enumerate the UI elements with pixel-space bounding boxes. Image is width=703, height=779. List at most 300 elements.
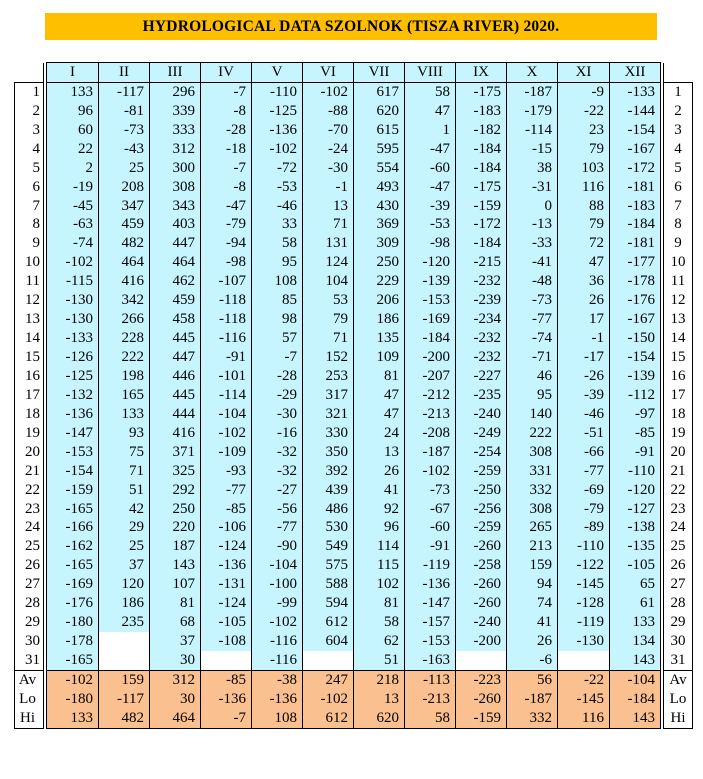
data-cell: 486	[303, 500, 354, 519]
day-label: 24	[15, 519, 44, 538]
data-cell: 493	[354, 178, 405, 197]
data-cell: 2	[47, 159, 99, 178]
stat-cell: 143	[610, 709, 661, 728]
data-cell: 17	[558, 310, 610, 329]
stat-cell: 247	[303, 671, 354, 690]
data-cell: -7	[252, 348, 303, 367]
data-cell: -108	[201, 632, 252, 651]
data-cell: -240	[456, 405, 507, 424]
stat-cell: -213	[405, 690, 456, 709]
data-cell: 133	[47, 82, 99, 101]
data-cell: -77	[558, 462, 610, 481]
table-row	[15, 159, 693, 178]
data-cell: -184	[456, 159, 507, 178]
data-cell: 58	[252, 234, 303, 253]
data-cell: -1	[303, 178, 354, 197]
data-cell: -74	[507, 329, 558, 348]
table-row	[15, 556, 693, 575]
data-cell: 612	[303, 613, 354, 632]
data-cell: -101	[201, 367, 252, 386]
data-cell: 604	[303, 632, 354, 651]
data-cell: -117	[99, 82, 150, 101]
table-row	[15, 291, 693, 310]
day-label: 2	[15, 102, 44, 121]
data-cell: 447	[150, 348, 201, 367]
data-cell: 343	[150, 197, 201, 216]
data-cell: 81	[354, 367, 405, 386]
data-cell: 549	[303, 537, 354, 556]
data-cell: -91	[405, 537, 456, 556]
data-cell: -114	[507, 121, 558, 140]
data-cell: -153	[405, 632, 456, 651]
data-cell: 47	[405, 102, 456, 121]
day-label: 11	[15, 272, 44, 291]
month-header: VII	[354, 63, 405, 83]
data-cell	[99, 651, 150, 670]
data-cell: -184	[610, 216, 661, 235]
data-cell: 26	[558, 291, 610, 310]
day-label: 23	[15, 500, 44, 519]
data-cell: -147	[47, 424, 99, 443]
data-cell: 403	[150, 216, 201, 235]
data-cell: -184	[456, 234, 507, 253]
table-row	[15, 234, 693, 253]
day-label-right: 30	[664, 632, 693, 651]
data-cell: 229	[354, 272, 405, 291]
data-cell: -90	[252, 537, 303, 556]
data-cell: -104	[252, 556, 303, 575]
data-cell: -232	[456, 329, 507, 348]
data-cell: 41	[507, 613, 558, 632]
data-cell: 47	[558, 253, 610, 272]
data-cell: -165	[47, 556, 99, 575]
data-cell: 71	[303, 216, 354, 235]
data-cell: -7	[201, 159, 252, 178]
day-label-right: 19	[664, 424, 693, 443]
data-cell: -260	[456, 537, 507, 556]
data-cell: -102	[303, 82, 354, 101]
day-label: 4	[15, 140, 44, 159]
data-cell: -115	[47, 272, 99, 291]
stat-cell: -223	[456, 671, 507, 690]
data-cell: -125	[47, 367, 99, 386]
stat-cell: -7	[201, 709, 252, 728]
stat-cell: 133	[47, 709, 99, 728]
data-cell: -172	[456, 216, 507, 235]
data-cell: -100	[252, 575, 303, 594]
data-cell: -165	[47, 500, 99, 519]
month-header: IX	[456, 63, 507, 83]
data-cell: 46	[507, 367, 558, 386]
day-label: 8	[15, 216, 44, 235]
stat-cell: 159	[99, 671, 150, 690]
day-label-right: 7	[664, 197, 693, 216]
data-cell: -69	[558, 481, 610, 500]
day-label: 28	[15, 594, 44, 613]
data-cell: -215	[456, 253, 507, 272]
data-cell: -109	[201, 443, 252, 462]
data-cell: 617	[354, 82, 405, 101]
data-cell: -136	[47, 405, 99, 424]
stat-cell: -159	[456, 709, 507, 728]
data-cell: 71	[99, 462, 150, 481]
stat-cell: -260	[456, 690, 507, 709]
data-cell: -79	[558, 500, 610, 519]
data-cell: 120	[99, 575, 150, 594]
data-cell: 62	[354, 632, 405, 651]
data-cell: -138	[610, 519, 661, 538]
data-cell: -73	[99, 121, 150, 140]
data-cell: -94	[201, 234, 252, 253]
month-header: VIII	[405, 63, 456, 83]
table-row	[15, 140, 693, 159]
stat-label: Hi	[15, 709, 44, 728]
data-cell: -178	[47, 632, 99, 651]
data-cell: 53	[303, 291, 354, 310]
data-cell: -31	[507, 178, 558, 197]
data-cell: 445	[150, 386, 201, 405]
data-cell: 186	[354, 310, 405, 329]
data-cell: -260	[456, 575, 507, 594]
day-label-right: 3	[664, 121, 693, 140]
data-cell: -256	[456, 500, 507, 519]
corner-left	[15, 63, 44, 83]
data-cell: -126	[47, 348, 99, 367]
data-cell: -162	[47, 537, 99, 556]
data-cell: 81	[150, 594, 201, 613]
data-cell: 36	[558, 272, 610, 291]
data-cell: -91	[610, 443, 661, 462]
data-cell: -207	[405, 367, 456, 386]
data-cell: 60	[47, 121, 99, 140]
day-label-right: 22	[664, 481, 693, 500]
data-cell: 133	[99, 405, 150, 424]
table-row	[15, 481, 693, 500]
data-cell: 96	[354, 519, 405, 538]
data-cell: -7	[201, 82, 252, 101]
data-cell: -18	[201, 140, 252, 159]
data-cell: -47	[201, 197, 252, 216]
data-cell: 187	[150, 537, 201, 556]
day-label-right: 20	[664, 443, 693, 462]
data-cell: -184	[456, 140, 507, 159]
data-cell: -28	[252, 367, 303, 386]
table-row	[15, 197, 693, 216]
data-cell: -139	[405, 272, 456, 291]
data-cell	[456, 651, 507, 670]
data-cell: -213	[405, 405, 456, 424]
data-cell: 462	[150, 272, 201, 291]
data-cell: 85	[252, 291, 303, 310]
data-cell: 108	[252, 272, 303, 291]
data-cell: -99	[252, 594, 303, 613]
month-header: XI	[558, 63, 610, 83]
data-cell: -77	[201, 481, 252, 500]
data-cell: -114	[201, 386, 252, 405]
data-cell: -240	[456, 613, 507, 632]
table-row	[15, 594, 693, 613]
data-cell: 595	[354, 140, 405, 159]
data-cell: 159	[507, 556, 558, 575]
data-cell: 308	[150, 178, 201, 197]
data-cell: -93	[201, 462, 252, 481]
data-cell: 575	[303, 556, 354, 575]
day-label: 16	[15, 367, 44, 386]
data-cell: 79	[558, 216, 610, 235]
table-row	[15, 253, 693, 272]
data-cell: 392	[303, 462, 354, 481]
data-cell: -154	[610, 348, 661, 367]
data-cell: -254	[456, 443, 507, 462]
data-cell: -133	[610, 82, 661, 101]
data-cell: -106	[201, 519, 252, 538]
data-cell: 309	[354, 234, 405, 253]
month-header: I	[47, 63, 99, 83]
data-cell: 165	[99, 386, 150, 405]
day-label-right: 13	[664, 310, 693, 329]
data-cell: 206	[354, 291, 405, 310]
data-cell: -22	[558, 102, 610, 121]
stat-cell: 13	[354, 690, 405, 709]
stat-cell: -22	[558, 671, 610, 690]
stats-row	[15, 709, 693, 728]
day-label-right: 5	[664, 159, 693, 178]
month-header: X	[507, 63, 558, 83]
data-cell: 96	[47, 102, 99, 121]
data-cell: -177	[610, 253, 661, 272]
table-row	[15, 310, 693, 329]
data-cell: -51	[558, 424, 610, 443]
data-cell: 30	[150, 651, 201, 670]
day-label-right: 21	[664, 462, 693, 481]
day-label: 20	[15, 443, 44, 462]
stat-cell: 108	[252, 709, 303, 728]
data-cell: -153	[47, 443, 99, 462]
day-label-right: 11	[664, 272, 693, 291]
data-cell: 133	[610, 613, 661, 632]
data-cell: -176	[610, 291, 661, 310]
data-cell: -27	[252, 481, 303, 500]
data-cell: -187	[405, 443, 456, 462]
data-cell: -181	[610, 234, 661, 253]
data-cell: -73	[507, 291, 558, 310]
data-cell	[303, 651, 354, 670]
data-cell: 321	[303, 405, 354, 424]
data-cell: 79	[558, 140, 610, 159]
data-cell: -159	[47, 481, 99, 500]
data-cell: -63	[47, 216, 99, 235]
table-row	[15, 329, 693, 348]
data-cell: -172	[610, 159, 661, 178]
data-cell: 135	[354, 329, 405, 348]
data-cell: 61	[610, 594, 661, 613]
table-row	[15, 632, 693, 651]
stat-cell: -136	[252, 690, 303, 709]
data-cell: 65	[610, 575, 661, 594]
data-cell: -32	[252, 462, 303, 481]
data-cell: -71	[507, 348, 558, 367]
stat-label: Av	[15, 671, 44, 690]
data-cell: 369	[354, 216, 405, 235]
day-label-right: 15	[664, 348, 693, 367]
data-cell: -88	[303, 102, 354, 121]
table-row	[15, 216, 693, 235]
data-cell: -128	[558, 594, 610, 613]
data-cell: -98	[405, 234, 456, 253]
data-cell: -77	[252, 519, 303, 538]
data-cell: -91	[201, 348, 252, 367]
data-cell: 72	[558, 234, 610, 253]
data-cell: -67	[405, 500, 456, 519]
data-cell: 23	[558, 121, 610, 140]
data-cell: 42	[99, 500, 150, 519]
data-cell: 58	[405, 82, 456, 101]
data-cell: -130	[47, 291, 99, 310]
data-cell: -66	[558, 443, 610, 462]
data-cell: 75	[99, 443, 150, 462]
data-cell: 464	[150, 253, 201, 272]
stat-cell: 482	[99, 709, 150, 728]
day-label: 31	[15, 651, 44, 670]
data-cell: 330	[303, 424, 354, 443]
day-label-right: 1	[664, 82, 693, 101]
table-row	[15, 613, 693, 632]
data-cell: -124	[201, 537, 252, 556]
day-label: 18	[15, 405, 44, 424]
table-row	[15, 519, 693, 538]
data-cell: -79	[201, 216, 252, 235]
data-cell: -136	[201, 556, 252, 575]
data-cell: 104	[303, 272, 354, 291]
day-label: 29	[15, 613, 44, 632]
data-cell: -102	[405, 462, 456, 481]
stat-cell: 620	[354, 709, 405, 728]
data-cell: -39	[558, 386, 610, 405]
data-cell: 250	[150, 500, 201, 519]
day-label: 10	[15, 253, 44, 272]
data-cell: 222	[507, 424, 558, 443]
data-cell: -43	[99, 140, 150, 159]
data-cell: -30	[303, 159, 354, 178]
data-cell: 594	[303, 594, 354, 613]
day-label: 6	[15, 178, 44, 197]
data-cell: 143	[610, 651, 661, 670]
data-cell: 208	[99, 178, 150, 197]
data-cell: 416	[99, 272, 150, 291]
day-label: 12	[15, 291, 44, 310]
stat-cell: -104	[610, 671, 661, 690]
table-row	[15, 575, 693, 594]
table-row	[15, 348, 693, 367]
data-cell: -102	[201, 424, 252, 443]
stat-cell: -113	[405, 671, 456, 690]
data-cell: 26	[354, 462, 405, 481]
day-label: 22	[15, 481, 44, 500]
data-cell: -122	[558, 556, 610, 575]
data-cell: -165	[47, 651, 99, 670]
data-cell: -154	[47, 462, 99, 481]
data-cell: 107	[150, 575, 201, 594]
data-cell: -258	[456, 556, 507, 575]
data-cell: -169	[47, 575, 99, 594]
data-cell: 92	[354, 500, 405, 519]
month-header: VI	[303, 63, 354, 83]
data-cell: 430	[354, 197, 405, 216]
data-cell: -200	[405, 348, 456, 367]
data-cell: -249	[456, 424, 507, 443]
stats-row	[15, 690, 693, 709]
data-cell: 114	[354, 537, 405, 556]
data-cell: -130	[47, 310, 99, 329]
day-label-right: 31	[664, 651, 693, 670]
table-row	[15, 462, 693, 481]
data-cell: -259	[456, 519, 507, 538]
data-cell: -53	[252, 178, 303, 197]
corner-right	[664, 63, 693, 83]
stat-cell: 58	[405, 709, 456, 728]
day-label-right: 24	[664, 519, 693, 538]
data-cell: 47	[354, 386, 405, 405]
data-cell: 95	[252, 253, 303, 272]
data-cell: 103	[558, 159, 610, 178]
data-cell: 116	[558, 178, 610, 197]
data-cell: -15	[507, 140, 558, 159]
day-label: 1	[15, 82, 44, 101]
data-cell: -112	[610, 386, 661, 405]
stat-cell: -145	[558, 690, 610, 709]
stat-label-right: Hi	[664, 709, 693, 728]
data-cell: -45	[47, 197, 99, 216]
data-cell: 93	[99, 424, 150, 443]
data-cell: -200	[456, 632, 507, 651]
day-label: 9	[15, 234, 44, 253]
stat-cell: -117	[99, 690, 150, 709]
data-cell: -105	[201, 613, 252, 632]
data-cell: 459	[99, 216, 150, 235]
data-cell: -212	[405, 386, 456, 405]
data-cell: -105	[610, 556, 661, 575]
data-cell: 615	[354, 121, 405, 140]
day-label: 3	[15, 121, 44, 140]
data-cell: -250	[456, 481, 507, 500]
data-cell: -98	[201, 253, 252, 272]
data-cell: 152	[303, 348, 354, 367]
data-cell: -32	[252, 443, 303, 462]
data-cell: 296	[150, 82, 201, 101]
day-label: 14	[15, 329, 44, 348]
data-cell: 347	[99, 197, 150, 216]
data-cell: -30	[252, 405, 303, 424]
data-cell: 266	[99, 310, 150, 329]
data-cell: 13	[303, 197, 354, 216]
data-cell: -159	[456, 197, 507, 216]
data-cell: 235	[99, 613, 150, 632]
data-cell: -60	[405, 159, 456, 178]
stat-cell: -102	[47, 671, 99, 690]
data-cell: -77	[507, 310, 558, 329]
data-cell: -208	[405, 424, 456, 443]
data-cell: -136	[252, 121, 303, 140]
data-cell: 58	[354, 613, 405, 632]
day-label-right: 10	[664, 253, 693, 272]
data-cell: -46	[252, 197, 303, 216]
data-cell: -139	[610, 367, 661, 386]
day-label-right: 12	[664, 291, 693, 310]
data-cell: 95	[507, 386, 558, 405]
data-cell: 98	[252, 310, 303, 329]
data-cell: 250	[354, 253, 405, 272]
data-cell: -97	[610, 405, 661, 424]
